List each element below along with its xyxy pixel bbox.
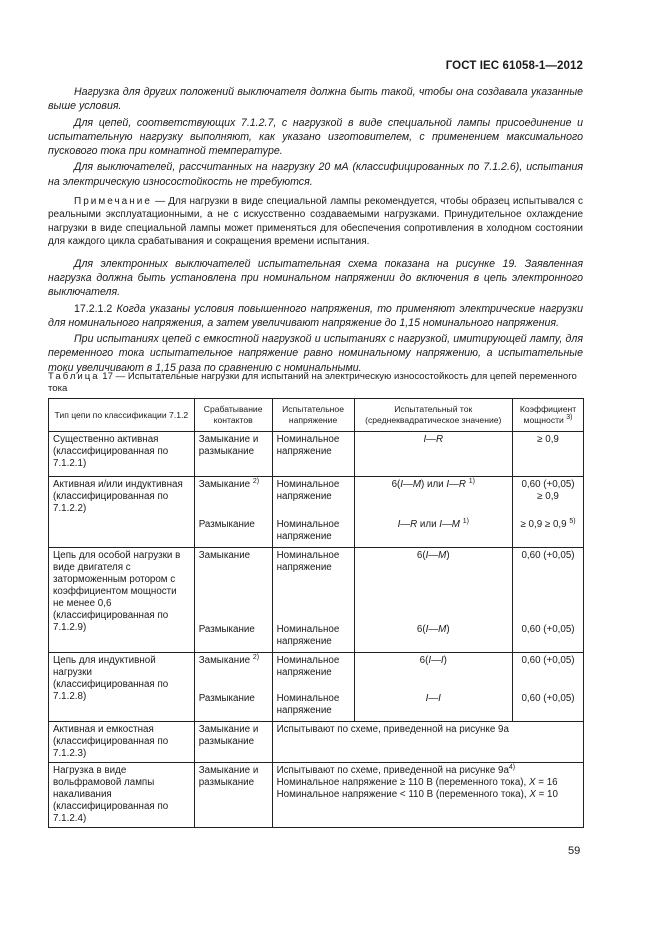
table-row: Размыкание Номинальное напряжение I—I 0,60 (+0,05) bbox=[49, 691, 584, 722]
table-header-row bbox=[49, 399, 584, 432]
paragraph: Для электронных выключателей испытательная схема показана на рисунке 19. Заявленная нагрузка должна быть установлена при номинальном напряжении до включения в цепь электронного выключателя. bbox=[48, 257, 583, 299]
table-row: Существенно активная (классифицированная по 7.1.2.1) Замыкание и размыкание Номинальное напряжение I—R ≥ 0,9 bbox=[49, 432, 584, 477]
paragraph-17-2-1-2 bbox=[48, 302, 583, 331]
header-circuit-type: Тип цепи по классификации 7.1.2 bbox=[49, 399, 195, 432]
header-power-factor: Коэффициент мощности $^{3)}$ bbox=[513, 399, 584, 432]
note-text: — Для нагрузки в виде специальной лампы рекомендуется, чтобы образец испытывался с реальными эксплуатационными, а не с искусственно создаваемыми нагрузками. Принудительное охлаждение нагрузки в виде специальной лампы может применяться для обеспечения сопротивления в холодном состоянии для каждого цикла срабатывания и сокращения времени испытания. bbox=[48, 196, 583, 248]
paragraph: Для выключателей, рассчитанных на нагрузку 20 мА (классифицированных по 7.1.2.6), испытания на электрическую износостойкость не требуются. bbox=[48, 161, 583, 188]
table-row: Размыкание Номинальное напряжение I—R или I—M $^{1)}$ ≥ 0,9 ≥ 0,9 $^{5)}$ bbox=[49, 517, 584, 548]
table-caption-label: Таблица bbox=[48, 371, 100, 382]
table-row: Активная и/или индуктивная (классифицированная по 7.1.2.2) Замыкание $^{2)}$ Номинальное напряжение 6(I—M) или I—R $^{1)}$ 0,60 (+0,05) ≥ 0,9 bbox=[49, 477, 584, 518]
header-test-voltage: Испытательное напряжение bbox=[272, 399, 354, 432]
body-text bbox=[48, 85, 583, 377]
table-caption-text: 17 — Испытательные нагрузки для испытаний на электрическую износостойкость для цепей переменного тока bbox=[48, 371, 577, 394]
header-contact-operation: Срабатывание контактов bbox=[194, 399, 272, 432]
table-caption bbox=[48, 371, 583, 395]
table-row: Цепь для особой нагрузки в виде двигателя с заторможенным ротором с коэффициентом мощности не менее 0,6 (классифицированная по 7.1.2.9) Замыкание Номинальное напряжение 6(I—M) 0,60 (+0,05) bbox=[49, 548, 584, 623]
table-row: Активная и емкостная (классифицированная по 7.1.2.3) Замыкание и размыкание Испытывают по схеме, приведенной на рисунке 9а bbox=[49, 722, 584, 763]
standard-header: ГОСТ IEC 61058-1—2012 bbox=[445, 60, 583, 72]
table-row: Нагрузка в виде вольфрамовой лампы накаливания (классифицированная по 7.1.2.4) Замыкание и размыкание Испытывают по схеме, приведенной на рисунке $9а^{4)}$ Номинальное напряжение ≥ 110 В (переменного тока), X = 16 Номинальное напряжение < 110 В (переменного тока), X = 10 bbox=[49, 763, 584, 828]
note-label: Примечание bbox=[74, 196, 152, 208]
table-row: Размыкание Номинальное напряжение 6(I—M) 0,60 (+0,05) bbox=[49, 622, 584, 653]
page-number: 59 bbox=[568, 845, 581, 857]
note bbox=[48, 195, 583, 249]
table-row: Цепь для индуктивной нагрузки (классифицированная по 7.1.2.8) Замыкание $^{2)}$ Номинальное напряжение 6(I—I) 0,60 (+0,05) bbox=[49, 653, 584, 692]
paragraph: Нагрузка для других положений выключателя должна быть такой, чтобы она создавала указанные выше условия. bbox=[48, 86, 583, 113]
header-test-current: Испытательный ток (среднеквадратическое значение) bbox=[354, 399, 513, 432]
paragraph: Для цепей, соответствующих 7.1.2.7, с нагрузкой в виде специальной лампы присоединение и испытательную нагрузку выполняют, как указано изготовителем, с применением максимального пускового тока при комнатной температуре. bbox=[48, 116, 583, 158]
clause-text: Когда указаны условия повышенного напряжения, то применяют электрические нагрузки для номинального напряжения, а затем увеличивают напряжение до 1,15 номинального напряжения. bbox=[48, 302, 583, 329]
clause-number: 17.2.1.2 bbox=[74, 302, 113, 315]
loads-table bbox=[48, 398, 584, 828]
paragraph: При испытаниях цепей с емкостной нагрузкой и испытаниях с нагрузкой, имитирующей лампу, для переменного тока испытательное напряжение равно номинальному напряжению, а испытательные токи увеличивают в 1,15 раза по сравнению с номинальными. bbox=[48, 333, 583, 374]
